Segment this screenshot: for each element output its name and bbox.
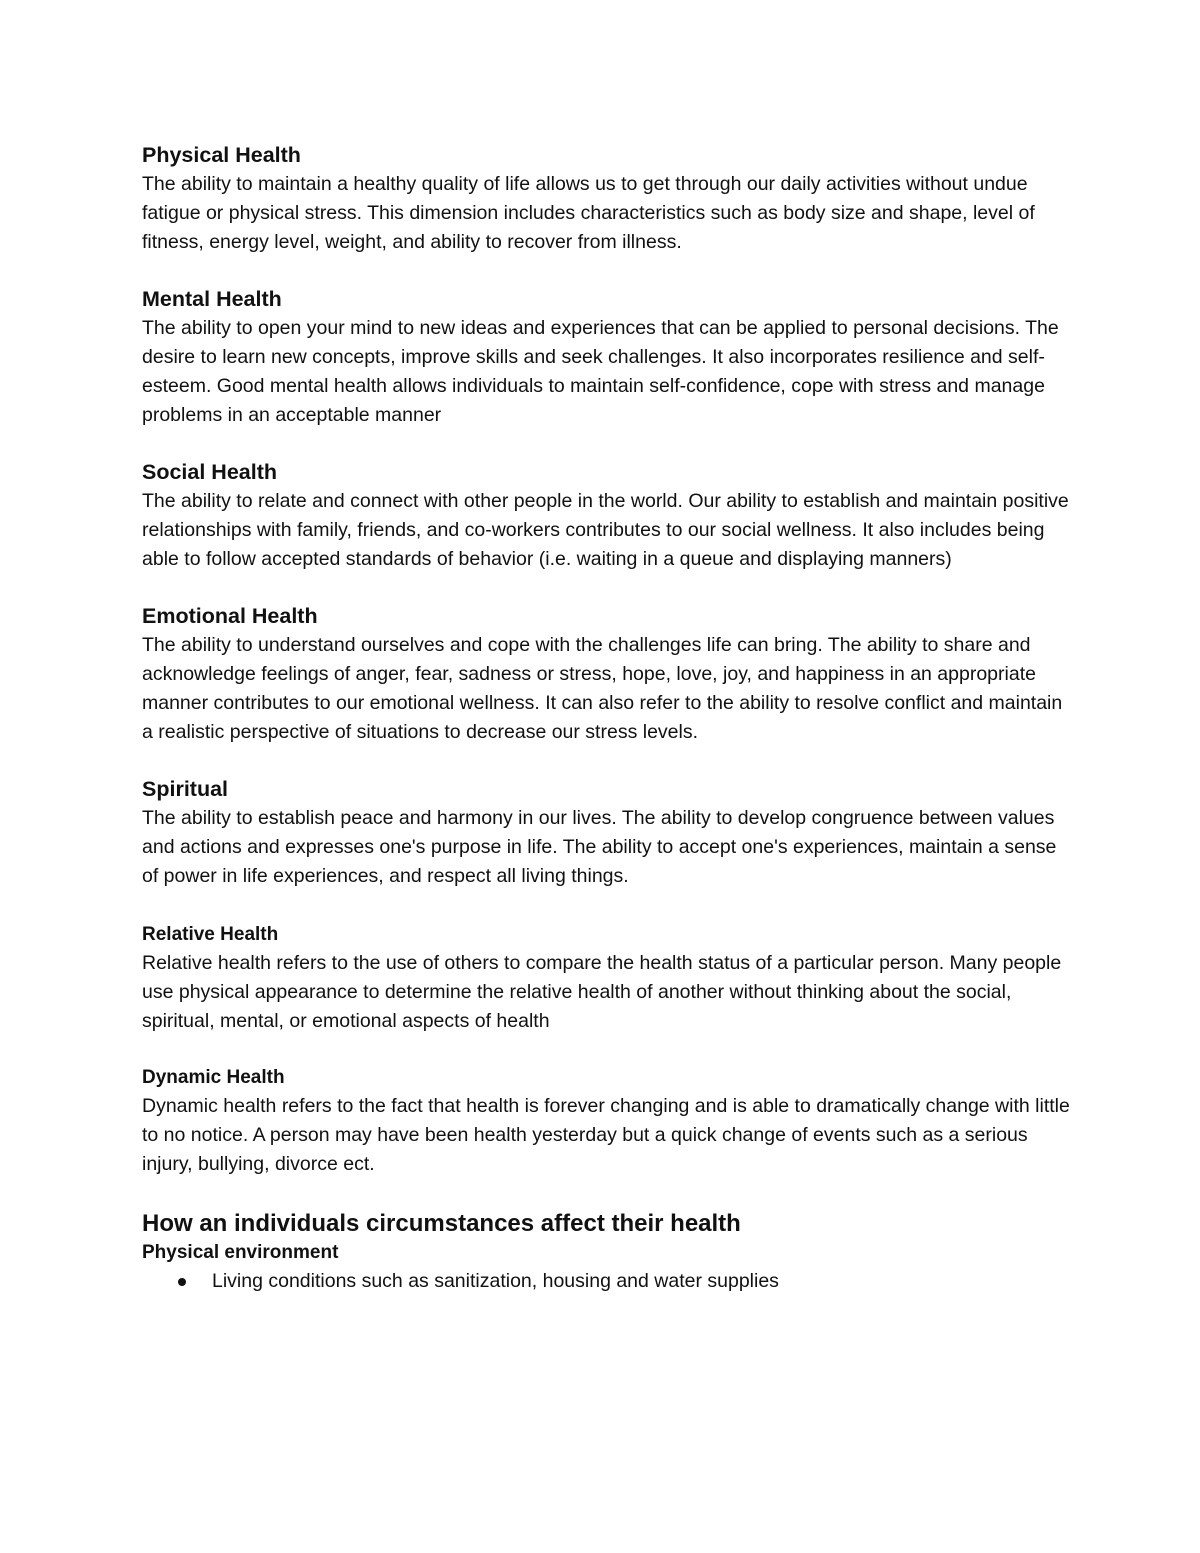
section-heading: Physical Health xyxy=(142,143,301,167)
section-heading: Social Health xyxy=(142,460,278,484)
section-body: The ability to relate and connect with other people in the world. Our ability to establish and maintain positive relationships with family, friends, and co-workers contributes to our social wellness. It also includes being able to follow accepted standards of behavior (i.e. waiting in a queue and displaying manners) xyxy=(142,490,1069,570)
section-mental-health xyxy=(142,285,1072,430)
circumstances-subheading: Physical environment xyxy=(142,1242,339,1263)
section-social-health xyxy=(142,458,1072,574)
bullet-item xyxy=(142,1267,1072,1296)
section-heading: Mental Health xyxy=(142,287,282,311)
section-heading: Relative Health xyxy=(142,924,279,945)
section-emotional-health xyxy=(142,602,1072,747)
section-heading: Dynamic Health xyxy=(142,1067,285,1088)
circumstances-bullet-list xyxy=(142,1267,1072,1296)
section-body: The ability to establish peace and harmony in our lives. The ability to develop congruence between values and actions and expresses one's purpose in life. The ability to accept one's experiences, maintain a sense of power in life experiences, and respect all living things. xyxy=(142,807,1057,887)
section-circumstances xyxy=(142,1209,1072,1296)
section-body: Dynamic health refers to the fact that health is forever changing and is able to dramatically change with little to no notice. A person may have been health yesterday but a quick change of events such as a serious injury, bullying, divorce ect. xyxy=(142,1095,1070,1175)
section-body: The ability to open your mind to new ideas and experiences that can be applied to personal decisions. The desire to learn new concepts, improve skills and seek challenges. It also incorporates resilience and self-esteem. Good mental health allows individuals to maintain self-confidence, cope with stress and manage problems in an acceptable manner xyxy=(142,317,1059,426)
section-spiritual xyxy=(142,775,1072,891)
bullet-dot-icon xyxy=(178,1278,186,1286)
bullet-text: Living conditions such as sanitization, housing and water supplies xyxy=(212,1270,779,1292)
section-body: The ability to maintain a healthy quality of life allows us to get through our daily activities without undue fatigue or physical stress. This dimension includes characteristics such as body size and shape, level of fitness, energy level, weight, and ability to recover from illness. xyxy=(142,173,1035,253)
section-relative-health xyxy=(142,921,1072,1036)
section-body: The ability to understand ourselves and cope with the challenges life can bring. The ability to share and acknowledge feelings of anger, fear, sadness or stress, hope, love, joy, and happiness in an appropriate manner contributes to our emotional wellness. It can also refer to the ability to resolve conflict and maintain a realistic perspective of situations to decrease our stress levels. xyxy=(142,634,1063,743)
document-page xyxy=(142,141,1072,1324)
circumstances-title: How an individuals circumstances affect their health xyxy=(142,1210,741,1237)
section-heading: Spiritual xyxy=(142,777,229,801)
section-dynamic-health xyxy=(142,1064,1072,1179)
section-body: Relative health refers to the use of others to compare the health status of a particular person. Many people use physical appearance to determine the relative health of another without thinking about the social, spiritual, mental, or emotional aspects of health xyxy=(142,952,1062,1032)
section-heading: Emotional Health xyxy=(142,604,318,628)
section-physical-health xyxy=(142,141,1072,257)
